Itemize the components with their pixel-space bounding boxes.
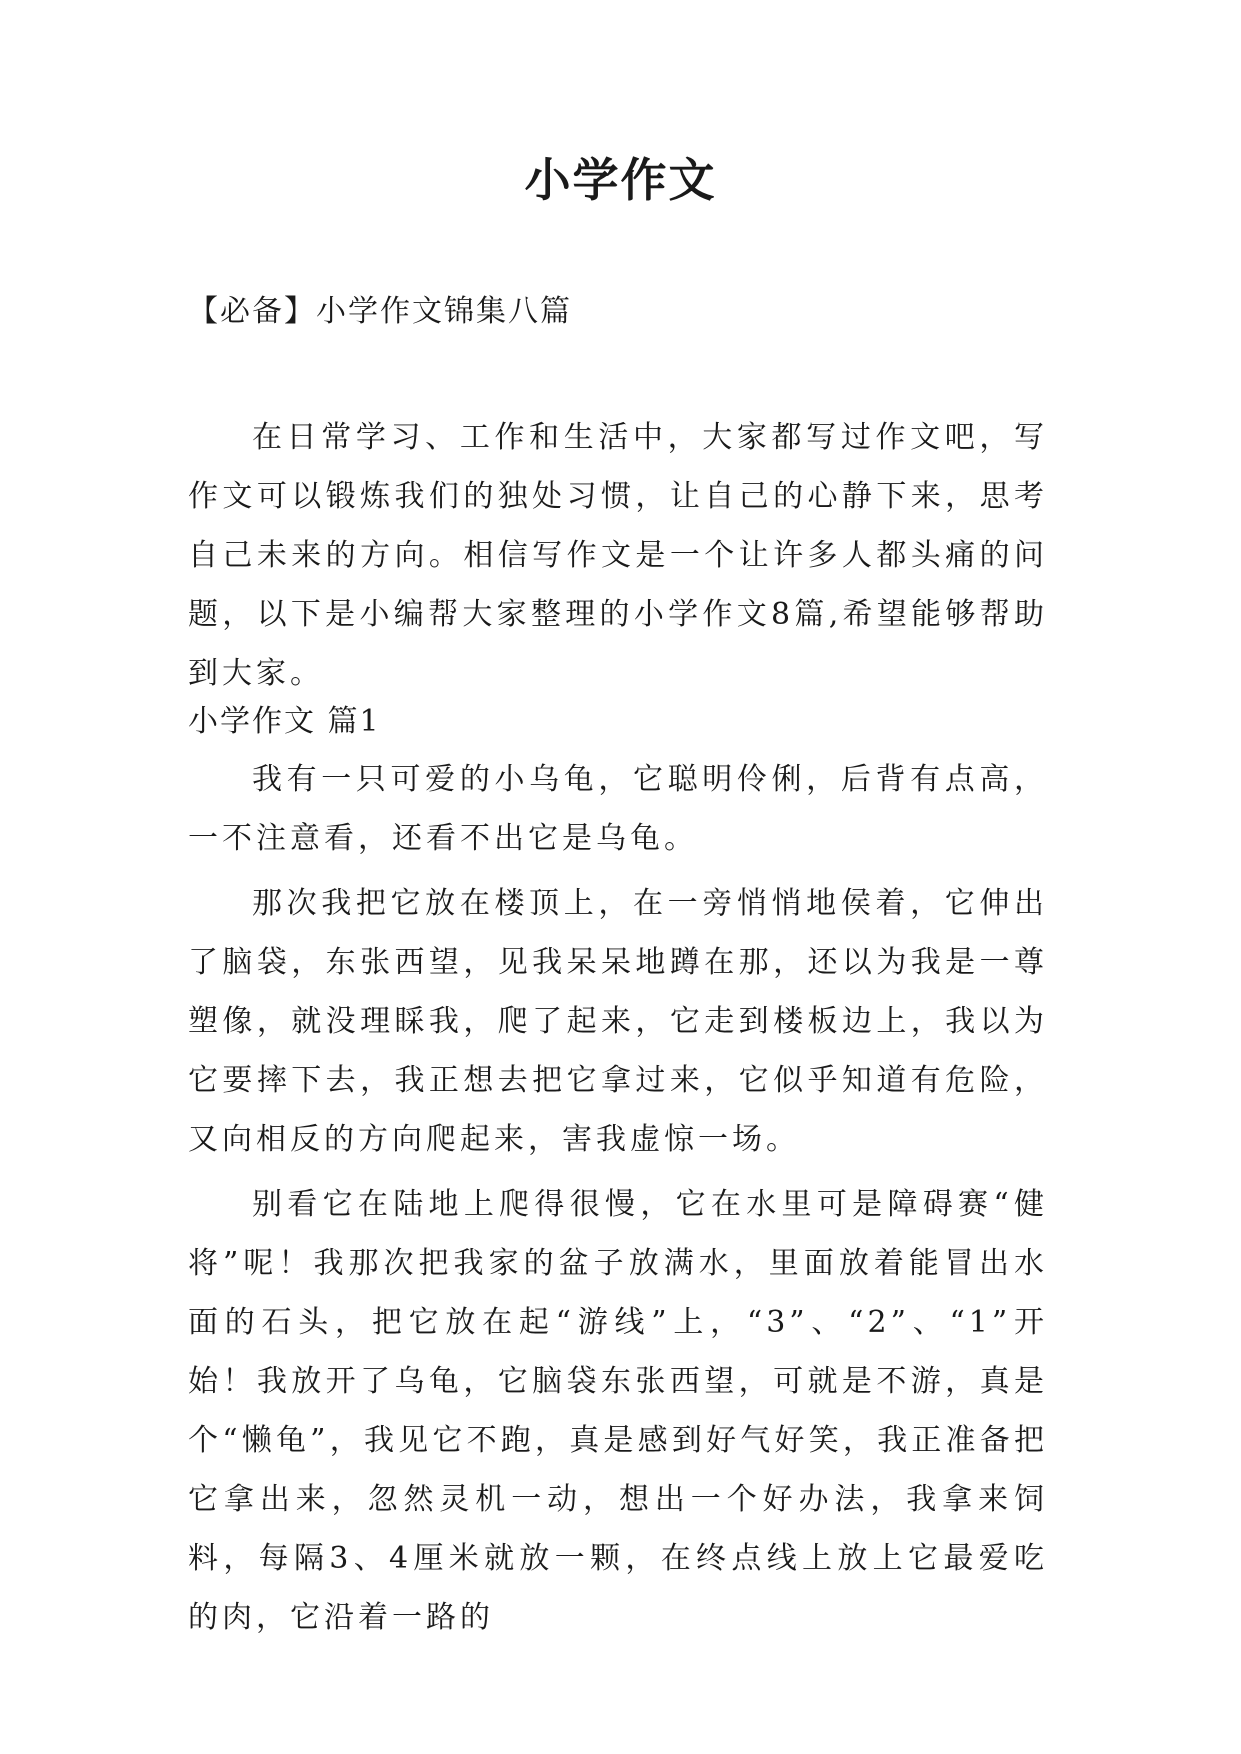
body-paragraph: 我有一只可爱的小乌龟，它聪明伶俐，后背有点高，一不注意看，还看不出它是乌龟。 — [188, 762, 1048, 856]
section-body — [188, 750, 1048, 1653]
document-title: 小学作文 — [524, 153, 717, 207]
section-heading: 小学作文 篇1 — [188, 704, 381, 739]
body-paragraph: 那次我把它放在楼顶上，在一旁悄悄地侯着，它伸出了脑袋，东张西望，见我呆呆地蹲在那，还以为我是一尊塑像，就没理睬我，爬了起来，它走到楼板边上，我以为它要摔下去，我正想去把它拿过来，它似乎知道有危险，又向相反的方向爬起来，害我虚惊一场。 — [188, 886, 1048, 1157]
body-paragraph: 别看它在陆地上爬得很慢，它在水里可是障碍赛“健将”呢！我那次把我家的盆子放满水，里面放着能冒出水面的石头，把它放在起“游线”上，“3”、“2”、“1”开始！我放开了乌龟，它脑袋东张西望，可就是不游，真是个“懒龟”，我见它不跑，真是感到好气好笑，我正准备把它拿出来，忽然灵机一动，想出一个好办法，我拿来饲料，每隔3、4厘米就放一颗，在终点线上放上它最爱吃的肉，它沿着一路的 — [188, 1187, 1048, 1635]
document-subtitle: 【必备】小学作文锦集八篇 — [188, 294, 572, 329]
intro-paragraph: 在日常学习、工作和生活中，大家都写过作文吧，写作文可以锻炼我们的独处习惯，让自己的心静下来，思考自己未来的方向。相信写作文是一个让许多人都头痛的问题，以下是小编帮大家整理的小学作文8篇,希望能够帮助到大家。 — [188, 420, 1048, 691]
